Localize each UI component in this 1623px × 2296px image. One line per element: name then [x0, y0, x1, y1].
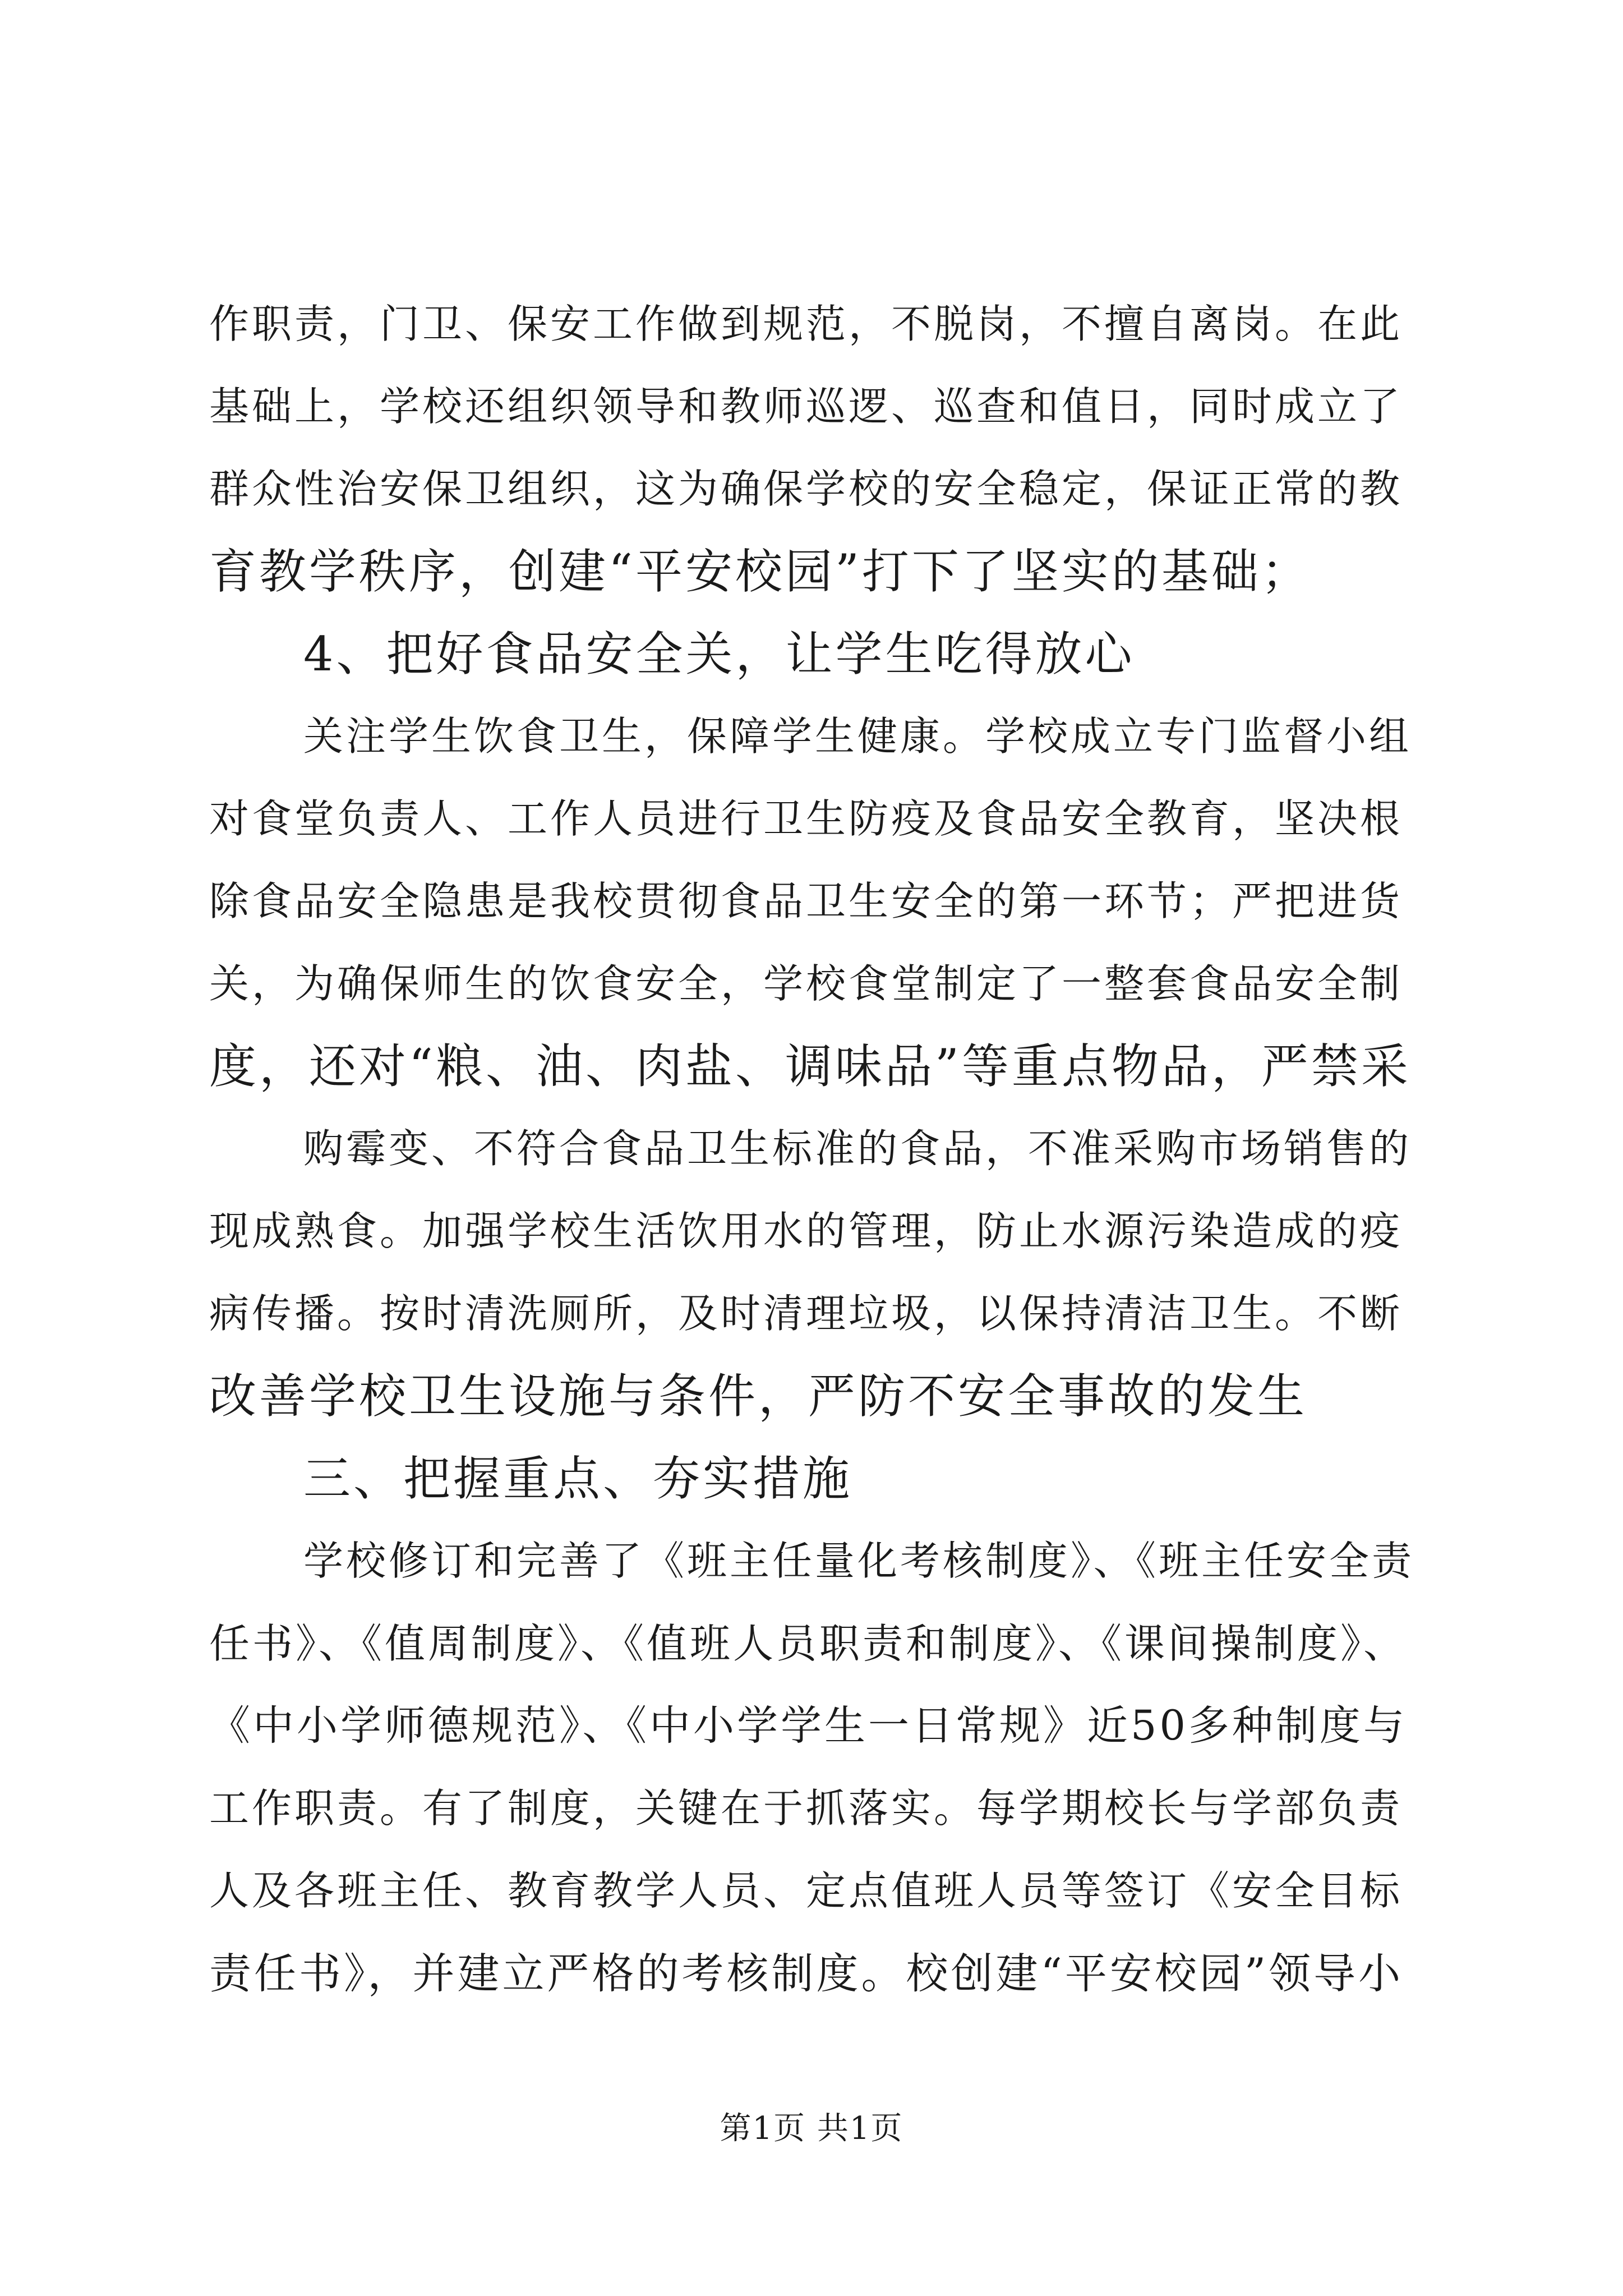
text-line: 购霉变、不符合食品卫生标准的食品，不准采购市场销售的 — [303, 1125, 1412, 1172]
section-heading: 4、把好食品安全关，让学生吃得放心 — [303, 627, 1135, 682]
text-line: 对食堂负责人、工作人员进行卫生防疫及食品安全教育，坚决根 — [209, 795, 1403, 842]
text-line: 工作职责。有了制度，关键在于抓落实。每学期校长与学部负责 — [209, 1785, 1403, 1832]
text-line: 基础上，学校还组织领导和教师巡逻、巡查和值日，同时成立了 — [209, 383, 1403, 430]
text-line: 《中小学师德规范》、《中小学学生一日常规》近50多种制度与 — [209, 1702, 1407, 1750]
text-line: 度，还对“粮、油、肉盐、调味品”等重点物品，严禁采 — [209, 1039, 1411, 1094]
text-line: 病传播。按时清洗厕所，及时清理垃圾，以保持清洁卫生。不断 — [209, 1290, 1403, 1337]
text-line: 群众性治安保卫组织，这为确保学校的安全稳定，保证正常的教 — [209, 466, 1403, 512]
text-line: 责任书》，并建立严格的考核制度。校创建“平安校园”领导小 — [209, 1949, 1404, 1998]
text-line: 除食品安全隐患是我校贯彻食品卫生安全的第一环节；严把进货 — [209, 878, 1403, 924]
text-line: 现成熟食。加强学校生活饮用水的管理，防止水源污染造成的疫 — [209, 1208, 1403, 1254]
text-line: 育教学秩序，创建“平安校园”打下了坚实的基础； — [209, 544, 1311, 599]
text-line: 关注学生饮食卫生，保障学生健康。学校成立专门监督小组 — [303, 713, 1412, 760]
text-line: 学校修订和完善了《班主任量化考核制度》、《班主任安全责 — [303, 1538, 1415, 1584]
section-heading: 三、把握重点、夯实措施 — [303, 1451, 853, 1506]
text-line: 作职责，门卫、保安工作做到规范，不脱岗，不擅自离岗。在此 — [209, 301, 1403, 347]
text-line: 关，为确保师生的饮食安全，学校食堂制定了一整套食品安全制 — [209, 960, 1403, 1007]
text-line: 人及各班主任、教育教学人员、定点值班人员等签订《安全目标 — [209, 1867, 1403, 1914]
text-line: 改善学校卫生设施与条件，严防不安全事故的发生 — [209, 1369, 1308, 1424]
page-footer: 第1页 共1页 — [720, 2110, 903, 2147]
text-line: 任书》、《值周制度》、《值班人员职责和制度》、《课间操制度》、 — [209, 1620, 1407, 1667]
